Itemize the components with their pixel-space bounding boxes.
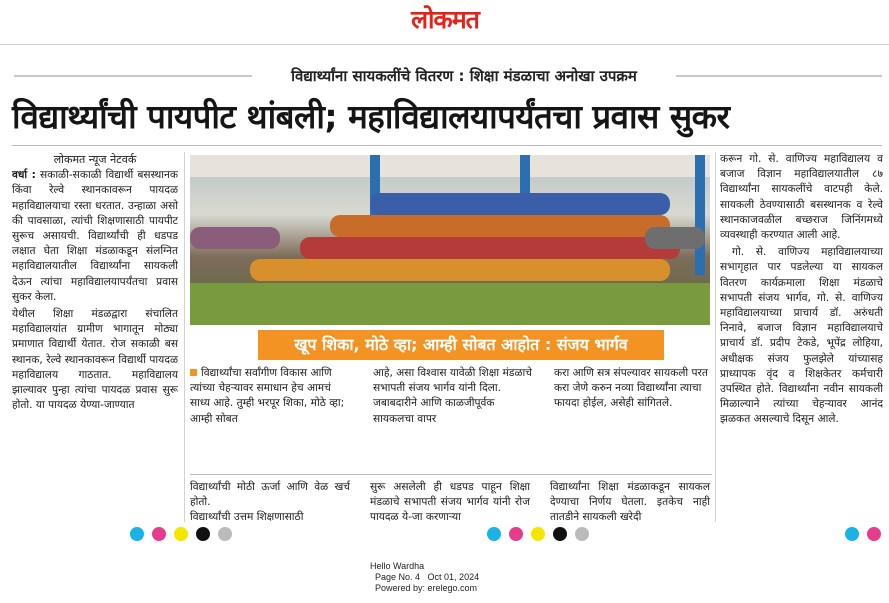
photo-pillar [695,155,705,275]
footer-powered: Powered by: erelego.com [375,583,478,593]
photo-guests [645,227,705,249]
page-footer [370,561,520,594]
photo-students-row [250,259,670,281]
body-column-1: विद्यार्थ्यांची मोठी ऊर्जा आणि वेळ खर्च होतो. विद्यार्थ्यांची उत्तम शिक्षणासाठी [190,481,350,524]
column-divider [184,152,185,522]
registration-dot [152,527,166,541]
registration-dot [196,527,210,541]
registration-marks-center [487,527,597,541]
left-paragraph-1 [12,168,178,305]
registration-dot [531,527,545,541]
left-paragraph-1-text: सकाळी-सकाळी विद्यार्थी बसस्थानक किंवा रेल्वे स्थानकावरून पायदळ महाविद्यालयाचा रस्ता धरतात. उन्हाळा असो की पावसाळा, त्यांची शिक्षणासाठी पायपीट सुरूच असायची. विद्यार्थ्यांची ही धडपड लक्षात घेता शिक्षा मंडळाकडून संलग्नित महाविद्यालयातील विद्यार्थ्यांना सायकली देऊन त्यांचा महाविद्यालयापर्यंतचा प्रवास सुकर केला. [12,169,178,303]
kicker: विद्यार्थ्यांना सायकलींचे वितरण : शिक्षा मंडळाचा अनोखा उपक्रम [252,62,676,90]
registration-dot [553,527,567,541]
body-column-2: सुरू असलेली ही धडपड पाहून शिक्षा मंडळाचे सभापती संजय भार्गव यांनी रोज पायदळ ये-जा करणाऱ्या [370,481,530,524]
registration-dot [487,527,501,541]
headline: विद्यार्थ्यांची पायपीट थांबली; महाविद्यालयापर्यंतचा प्रवास सुकर [12,97,730,136]
footer-page: Page No. 4 [375,572,421,582]
kicker-block [14,62,882,90]
quote-column-1 [190,366,350,427]
registration-dot [845,527,859,541]
dateline: वर्धा : [12,169,36,182]
footer-edition: Hello Wardha [370,561,425,571]
photo-students-row [300,237,680,259]
photo-ceiling [190,155,710,177]
byline: लोकमत न्यूज नेटवर्क [53,153,137,166]
registration-dot [867,527,881,541]
caption-banner: खूप शिका, मोठे व्हा; आम्ही सोबत आहोत : संजय भार्गव [258,330,664,360]
left-paragraph-2: येथील शिक्षा मंडळद्वारा संचालित महाविद्यालयांत ग्रामीण भागातून मोठ्या प्रमाणात विद्यार्थी येतात. रोज सकाळी बस स्थानक, रेल्वे स्थानकावरून विद्यार्थी पायदळ महाविद्यालय गाठतात. महाविद्यालय झाल्यावर पुन्हा त्यांचा पायदळ प्रवास सुरू होतो. या पायदळ येण्या-जाण्यात [12,308,178,412]
quote-column-2: आहे, असा विश्वास यावेळी शिक्षा मंडळाचे सभापती संजय भार्गव यांनी दिला. जबाबदारीने आणि काळजीपूर्वक सायकलचा वापर [373,367,532,425]
left-column [12,152,178,524]
headline-rule [12,145,882,146]
registration-dot [130,527,144,541]
registration-dot [509,527,523,541]
quote-column-1-text: विद्यार्थ्यांचा सर्वांगीण विकास आणि त्यांच्या चेहऱ्यावर समाधान हेच आमचं साध्य आहे. तुम्ही भरपूर शिका, मोठे व्हा; आम्ही सोबत [190,367,345,425]
photo-students-row [370,193,670,215]
quote-rule [190,474,712,475]
body-column-3: विद्यार्थ्यांना शिक्षा मंडळाकडून सायकल देण्याचा निर्णय घेतला. इतकेच नाही तातडीने सायकली खरेदी [550,481,710,524]
footer-page-date [370,572,520,583]
lokmat-logo: लोकमत [411,5,479,34]
right-paragraph-1: करून गो. से. वाणिज्य महाविद्यालय व बजाज विज्ञान महाविद्यालयातील ८७ विद्यार्थ्यांना सायकलींचे वाटपही केले. सायकली ठेवण्यासाठी बसस्थानक व रेल्वे स्थानकाजवळील बच्छराज जिनिंगमध्ये व्यवस्थाही करण्यात आली आहे. [720,153,883,242]
quote-column-3: करा आणि सत्र संपल्यावर सायकली परत करा जेणे करुन नव्या विद्यार्थ्यांना त्याचा फायदा होईल, असेही सांगितले. [554,367,708,410]
footer-date: Oct 01, 2024 [427,572,480,582]
column-divider [715,152,716,522]
registration-dot [218,527,232,541]
right-paragraph-2: गो. से. वाणिज्य महाविद्यालयाच्या सभागृहात पार पडलेल्या या सायकल वितरण कार्यक्रमाला शिक्षा मंडळाचे सभापती संजय भार्गव, गो. से. वाणिज्य महाविद्यालयाच्या प्राचार्य डॉ. अरुंधती निनावे, बजाज विज्ञान महाविद्यालयाचे प्राचार्य डॉ. प्रदीप टेकडे, भूपेंद्र लोहिया, अधीक्षक संजय फुलझेले यांच्यासह प्राध्यापक वृंद व शिक्षकेतर कर्मचारी उपस्थित होते. विद्यार्थ्यांना नवीन सायकली मिळाल्याने त्यांच्या चेहऱ्यावर आनंद झळकत असल्याचे दिसून आले. [720,246,883,426]
event-photo [190,155,710,325]
masthead-rule [0,44,889,45]
photo-guests [190,227,280,249]
right-column [720,152,883,524]
registration-dot [174,527,188,541]
masthead [0,0,889,50]
registration-marks-right [845,527,885,541]
photo-floor [190,283,710,325]
registration-marks-left [130,527,240,541]
body-section [190,480,712,526]
photo-students-row [330,215,670,237]
registration-dot [575,527,589,541]
quote-section [190,366,712,470]
bullet-square-icon [190,369,197,376]
